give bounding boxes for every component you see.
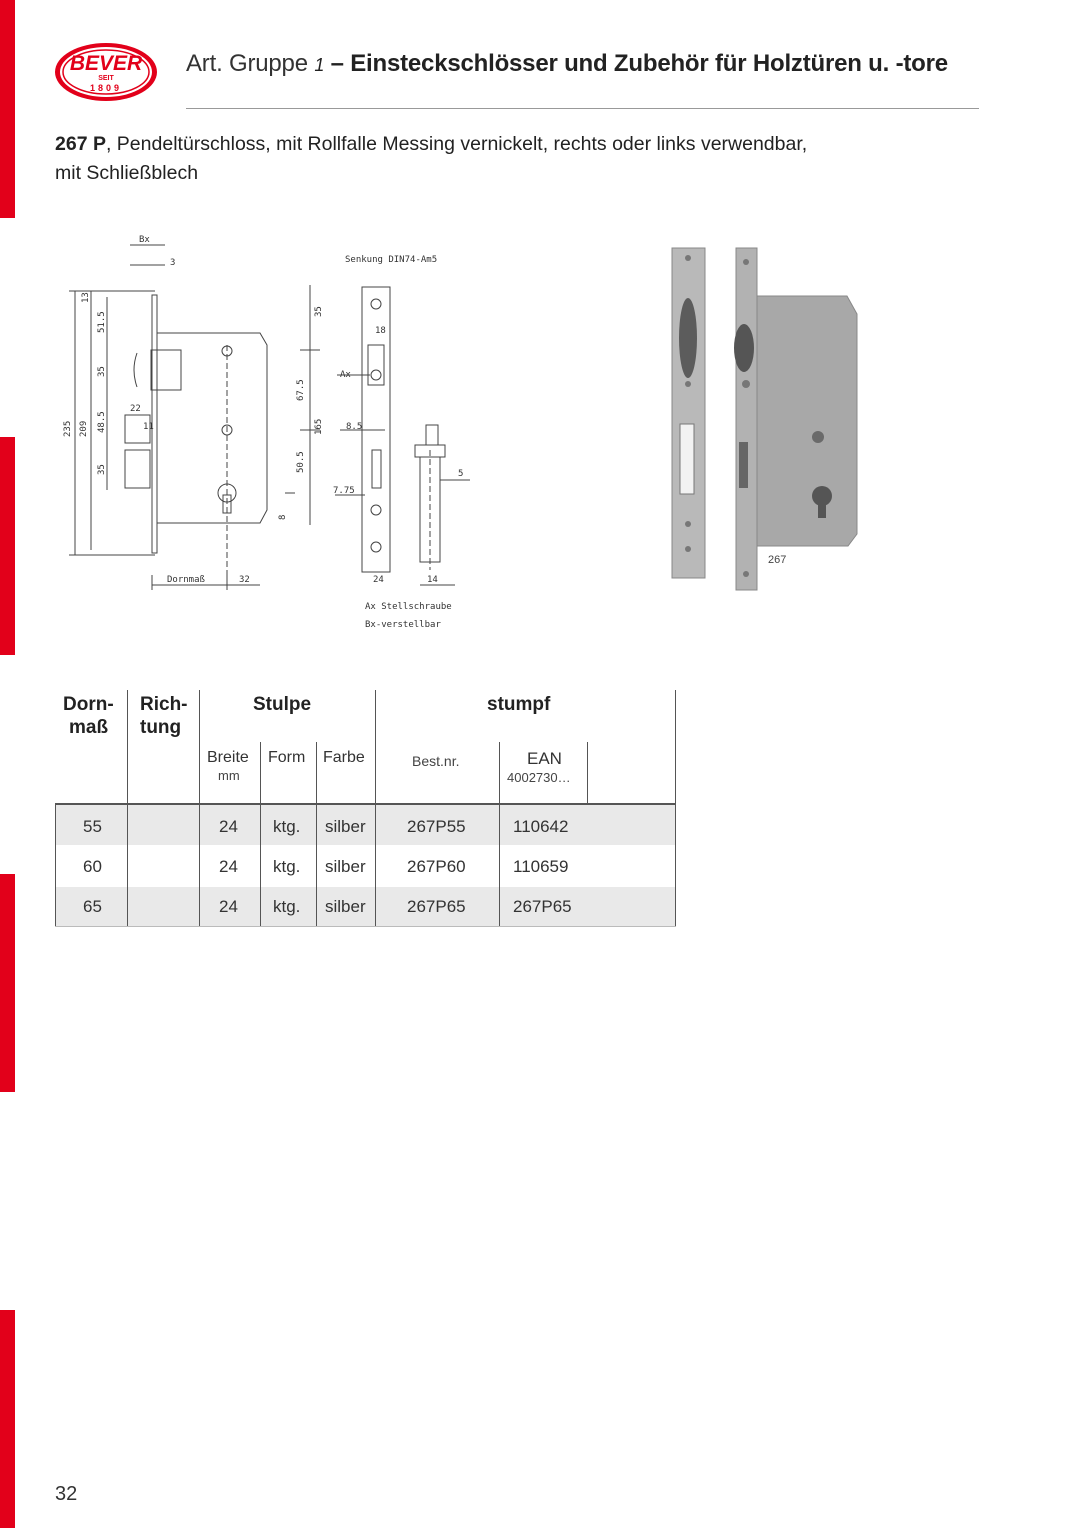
row3-bestnr: 267P65 [407, 897, 466, 916]
row3-form: ktg. [273, 897, 301, 916]
label-3: 3 [170, 258, 176, 268]
row3-dornmass: 65 [83, 897, 102, 916]
label-8-5: 8.5 [346, 422, 363, 432]
edge-mark-3 [0, 874, 15, 1092]
row1-bestnr: 267P55 [407, 817, 466, 836]
header-breite: Breite [207, 749, 249, 766]
table-vline-1 [127, 690, 128, 927]
row2-breite: 24 [219, 857, 238, 876]
product-desc-line1: , Pendeltürschloss, mit Rollfalle Messing vernickelt, rechts oder links verwendbar, [105, 133, 808, 155]
table-bottom-rule [55, 926, 676, 927]
row3-ean: 267P65 [513, 897, 572, 916]
header-title: Einsteckschlösser und Zubehör für Holztüren u. -tore [350, 50, 948, 77]
table-vline-8 [675, 690, 676, 927]
logo-year: 1809 [89, 83, 123, 93]
header-ean: EAN [527, 749, 562, 768]
row2-form: ktg. [273, 857, 301, 876]
bever-logo [52, 40, 160, 104]
header-form: Form [268, 749, 306, 766]
table-vline-4 [316, 742, 317, 927]
row2-dornmass: 60 [83, 857, 102, 876]
label-35a: 35 [97, 366, 107, 377]
row2-ean: 110659 [513, 857, 569, 876]
table-vline-7 [587, 742, 588, 804]
label-senkung: Senkung DIN74-Am5 [345, 255, 438, 265]
header-dash: – [330, 50, 344, 77]
logo-text: BEVER [69, 52, 143, 75]
label-bx: Bx [139, 235, 150, 245]
label-35-top: 35 [314, 306, 324, 317]
header-divider [186, 108, 979, 109]
label-18: 18 [375, 326, 386, 336]
header-ean-prefix: 4002730… [507, 770, 571, 785]
header-bestnr: Best.nr. [412, 753, 460, 769]
header-farbe: Farbe [323, 749, 365, 766]
table-vline-0 [55, 803, 56, 927]
header-stulpe: Stulpe [253, 694, 312, 715]
logo-seit: SEIT [98, 75, 114, 82]
row1-form: ktg. [273, 817, 301, 836]
edge-mark-4 [0, 1310, 15, 1528]
header-dornmass-2: maß [69, 717, 109, 738]
label-32: 32 [239, 575, 250, 585]
label-22: 22 [130, 404, 141, 414]
technical-drawing [55, 225, 495, 635]
label-ax: Ax [340, 370, 351, 380]
row1-dornmass: 55 [83, 817, 102, 836]
page-header [186, 50, 948, 78]
row1-breite: 24 [219, 817, 238, 836]
product-desc-line2: mit Schließblech [55, 162, 199, 184]
label-8: 8 [278, 514, 288, 520]
product-photo [662, 244, 872, 594]
label-11: 11 [143, 422, 154, 432]
label-235: 235 [63, 420, 73, 437]
row1-ean: 110642 [513, 817, 569, 836]
edge-mark-1 [0, 0, 15, 218]
header-dornmass-1: Dorn- [63, 694, 114, 715]
label-14: 14 [427, 575, 438, 585]
page-number: 32 [55, 1483, 78, 1505]
header-breite-unit: mm [218, 768, 240, 783]
label-165: 165 [314, 418, 324, 435]
label-13: 13 [81, 292, 91, 303]
label-50-5: 50.5 [296, 451, 306, 473]
product-description [55, 130, 895, 188]
row2-farbe: silber [325, 857, 366, 876]
drawing-labels [63, 235, 463, 630]
label-5: 5 [458, 469, 464, 479]
group-number: 1 [314, 55, 325, 75]
header-richtung-1: Rich- [140, 694, 188, 715]
row2-bestnr: 267P60 [407, 857, 466, 876]
group-label: Art. Gruppe [186, 50, 308, 77]
header-stumpf: stumpf [487, 694, 551, 715]
legend-bx: Bx-verstellbar [365, 620, 441, 630]
table-vline-5 [375, 690, 376, 927]
label-209: 209 [79, 420, 89, 437]
header-richtung-2: tung [140, 717, 182, 738]
label-51-5: 51.5 [97, 311, 107, 333]
table-vline-6 [499, 742, 500, 927]
row3-farbe: silber [325, 897, 366, 916]
label-35c: 35 [97, 464, 107, 475]
photo-caption: 267 [768, 554, 787, 566]
label-24: 24 [373, 575, 384, 585]
edge-mark-2 [0, 437, 15, 655]
label-67-5: 67.5 [296, 379, 306, 401]
row3-breite: 24 [219, 897, 238, 916]
product-code: 267 P [55, 133, 106, 155]
article-table [55, 690, 676, 927]
table-vline-2 [199, 690, 200, 927]
row1-farbe: silber [325, 817, 366, 836]
label-48-5: 48.5 [97, 411, 107, 433]
label-dornmass: Dornmaß [167, 575, 205, 585]
table-header-rule [55, 803, 676, 805]
legend-ax: Ax Stellschraube [365, 602, 452, 612]
label-7-75: 7.75 [333, 486, 355, 496]
table-vline-3 [260, 742, 261, 927]
